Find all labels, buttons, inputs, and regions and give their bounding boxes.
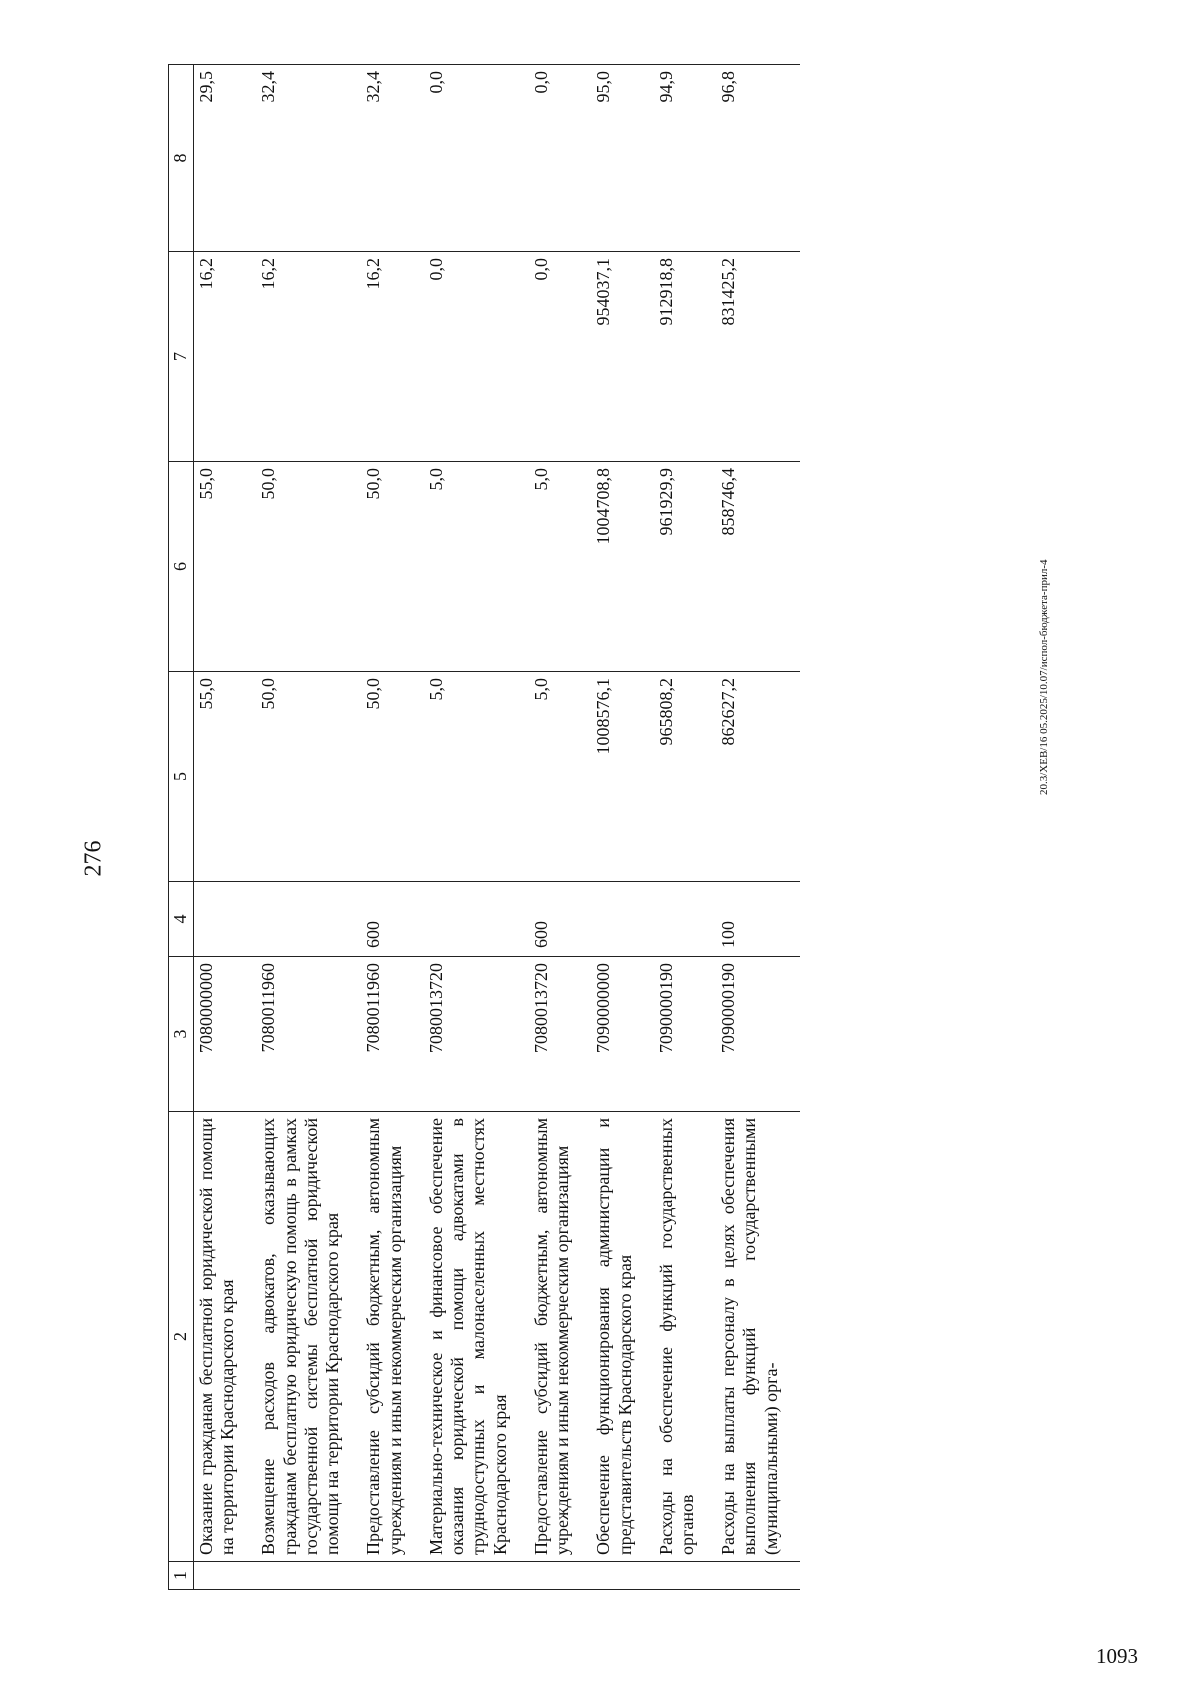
expense-type-cell [424,882,529,957]
budget-table [168,64,800,1590]
executed-amount-cell: 16,2 [256,252,361,462]
column-header-4: 4 [169,882,194,957]
execution-percent-cell: 94,9 [654,65,716,252]
row-index-cell [424,1562,529,1590]
column-header-5: 5 [169,672,194,882]
target-article-code-cell: 7080011960 [361,957,423,1112]
approved-amount-cell: 1008576,1 [591,672,653,882]
column-header-8: 8 [169,65,194,252]
table-row [654,65,716,1590]
target-article-code-cell: 7080013720 [424,957,529,1112]
target-article-code-cell: 7080013720 [529,957,591,1112]
page-number: 276 [80,840,107,877]
target-article-code-cell: 7080000000 [194,957,257,1112]
expense-name-cell: Предоставление субсидий бюджетным, автономным учреждениям и иным некоммерческим организациям [529,1112,591,1562]
document-footer-code: 20.3/XEB/16 05.2025/10.07/испол-бюджета-прил-4 [1038,559,1050,795]
expense-type-cell: 100 [716,882,800,957]
approved-amount-cell: 965808,2 [654,672,716,882]
executed-amount-cell: 912918,8 [654,252,716,462]
refined-amount-cell: 1004708,8 [591,462,653,672]
expense-name-cell: Оказание гражданам бесплатной юридической помощи на территории Краснодарского края [194,1112,257,1562]
refined-amount-cell: 50,0 [256,462,361,672]
target-article-code-cell: 7080011960 [256,957,361,1112]
expense-name-cell: Обеспечение функционирования администрации и представительств Краснодарского края [591,1112,653,1562]
expense-type-cell: 600 [361,882,423,957]
row-index-cell [529,1562,591,1590]
refined-amount-cell: 5,0 [424,462,529,672]
target-article-code-cell: 7090000190 [654,957,716,1112]
row-index-cell [591,1562,653,1590]
table-row [424,65,529,1590]
approved-amount-cell: 862627,2 [716,672,800,882]
expense-type-cell [194,882,257,957]
table-row [591,65,653,1590]
executed-amount-cell: 0,0 [529,252,591,462]
expense-name-cell: Расходы на выплаты персоналу в целях обеспечения выполнения функций государственными (муниципальными) орга- [716,1112,800,1562]
table-row [194,65,257,1590]
execution-percent-cell: 32,4 [256,65,361,252]
expense-name-cell: Возмещение расходов адвокатов, оказывающих гражданам бесплатную юридическую помощь в рамках государственной системы бесплатной юридической помощи на территории Краснодарского края [256,1112,361,1562]
refined-amount-cell: 55,0 [194,462,257,672]
approved-amount-cell: 5,0 [529,672,591,882]
target-article-code-cell: 7090000000 [591,957,653,1112]
table-row [256,65,361,1590]
executed-amount-cell: 831425,2 [716,252,800,462]
budget-table-container [168,65,800,1590]
executed-amount-cell: 16,2 [361,252,423,462]
row-index-cell [654,1562,716,1590]
target-article-code-cell: 7090000190 [716,957,800,1112]
executed-amount-cell: 954037,1 [591,252,653,462]
execution-percent-cell: 32,4 [361,65,423,252]
row-index-cell [716,1562,800,1590]
execution-percent-cell: 95,0 [591,65,653,252]
column-header-1: 1 [169,1562,194,1590]
expense-name-cell: Материально-техническое и финансовое обеспечение оказания юридической помощи адвокатами в труднодоступных и малонаселенных местностях Краснодарского края [424,1112,529,1562]
execution-percent-cell: 0,0 [424,65,529,252]
execution-percent-cell: 0,0 [529,65,591,252]
refined-amount-cell: 5,0 [529,462,591,672]
refined-amount-cell: 50,0 [361,462,423,672]
table-row [529,65,591,1590]
refined-amount-cell: 858746,4 [716,462,800,672]
column-header-7: 7 [169,252,194,462]
approved-amount-cell: 50,0 [256,672,361,882]
refined-amount-cell: 961929,9 [654,462,716,672]
row-index-cell [361,1562,423,1590]
approved-amount-cell: 5,0 [424,672,529,882]
table-header-row [169,65,194,1590]
expense-type-cell [256,882,361,957]
approved-amount-cell: 55,0 [194,672,257,882]
expense-name-cell: Предоставление субсидий бюджетным, автономным учреждениям и иным некоммерческим организациям [361,1112,423,1562]
execution-percent-cell: 96,8 [716,65,800,252]
row-index-cell [256,1562,361,1590]
sheet-number: 1093 [1096,1644,1138,1668]
executed-amount-cell: 16,2 [194,252,257,462]
expense-type-cell [654,882,716,957]
expense-type-cell [591,882,653,957]
column-header-2: 2 [169,1112,194,1562]
execution-percent-cell: 29,5 [194,65,257,252]
row-index-cell [194,1562,257,1590]
column-header-3: 3 [169,957,194,1112]
column-header-6: 6 [169,462,194,672]
executed-amount-cell: 0,0 [424,252,529,462]
table-row [361,65,423,1590]
expense-type-cell: 600 [529,882,591,957]
table-row [716,65,800,1590]
approved-amount-cell: 50,0 [361,672,423,882]
expense-name-cell: Расходы на обеспечение функций государственных органов [654,1112,716,1562]
